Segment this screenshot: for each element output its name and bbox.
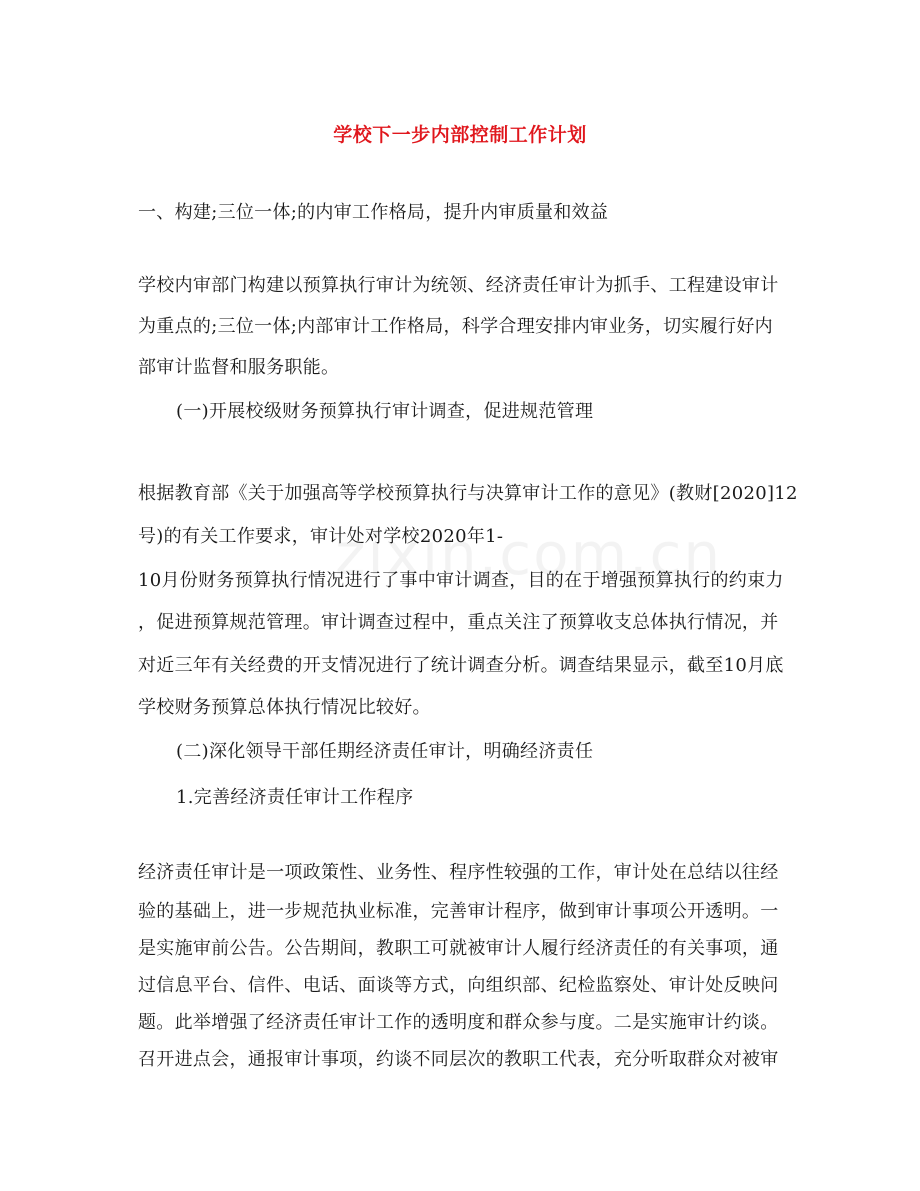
subsection-heading: (二)深化领导干部任期经济责任审计，明确经济责任 bbox=[176, 741, 594, 762]
paragraph-line: ，促进预算规范管理。审计调查过程中，重点关注了预算收支总体执行情况，并 bbox=[138, 612, 779, 633]
paragraph-line: 部审计监督和服务职能。 bbox=[138, 357, 340, 378]
paragraph-line: 是实施审前公告。公告期间，教职工可就被审计人履行经济责任的有关事项，通 bbox=[138, 938, 779, 959]
paragraph-line: 为重点的;三位一体;内部审计工作格局，科学合理安排内审业务，切实履行好内 bbox=[138, 316, 773, 337]
paragraph-line: 题。此举增强了经济责任审计工作的透明度和群众参与度。二是实施审计约谈。 bbox=[138, 1012, 779, 1033]
subsection-heading: (一)开展校级财务预算执行审计调查，促进规范管理 bbox=[176, 401, 594, 422]
paragraph-line: 经济责任审计是一项政策性、业务性、程序性较强的工作，审计处在总结以往经 bbox=[138, 862, 779, 883]
paragraph-line: 学校财务预算总体执行情况比较好。 bbox=[138, 697, 431, 718]
paragraph-line: 过信息平台、信件、电话、面谈等方式，向组织部、纪检监察处、审计处反映问 bbox=[138, 975, 779, 996]
paragraph-line: 验的基础上，进一步规范执业标准，完善审计程序，做到审计事项公开透明。一 bbox=[138, 901, 779, 922]
paragraph-line: 对近三年有关经费的开支情况进行了统计调查分析。调查结果显示，截至10月底 bbox=[138, 655, 784, 676]
paragraph-line: 召开进点会，通报审计事项，约谈不同层次的教职工代表，充分听取群众对被审 bbox=[138, 1049, 779, 1070]
paragraph-line: 10月份财务预算执行情况进行了事中审计调查，目的在于增强预算执行的约束力 bbox=[138, 570, 784, 591]
document-title: 学校下一步内部控制工作计划 bbox=[333, 124, 587, 146]
paragraph-line: 号)的有关工作要求，审计处对学校2020年1- bbox=[138, 526, 504, 547]
section-heading: 一、构建;三位一体;的内审工作格局，提升内审质量和效益 bbox=[138, 202, 609, 223]
item-heading: 1.完善经济责任审计工作程序 bbox=[176, 787, 414, 808]
paragraph-line: 根据教育部《关于加强高等学校预算执行与决算审计工作的意见》(教财[2020]12 bbox=[138, 483, 798, 504]
paragraph-line: 学校内审部门构建以预算执行审计为统领、经济责任审计为抓手、工程建设审计 bbox=[138, 275, 779, 296]
